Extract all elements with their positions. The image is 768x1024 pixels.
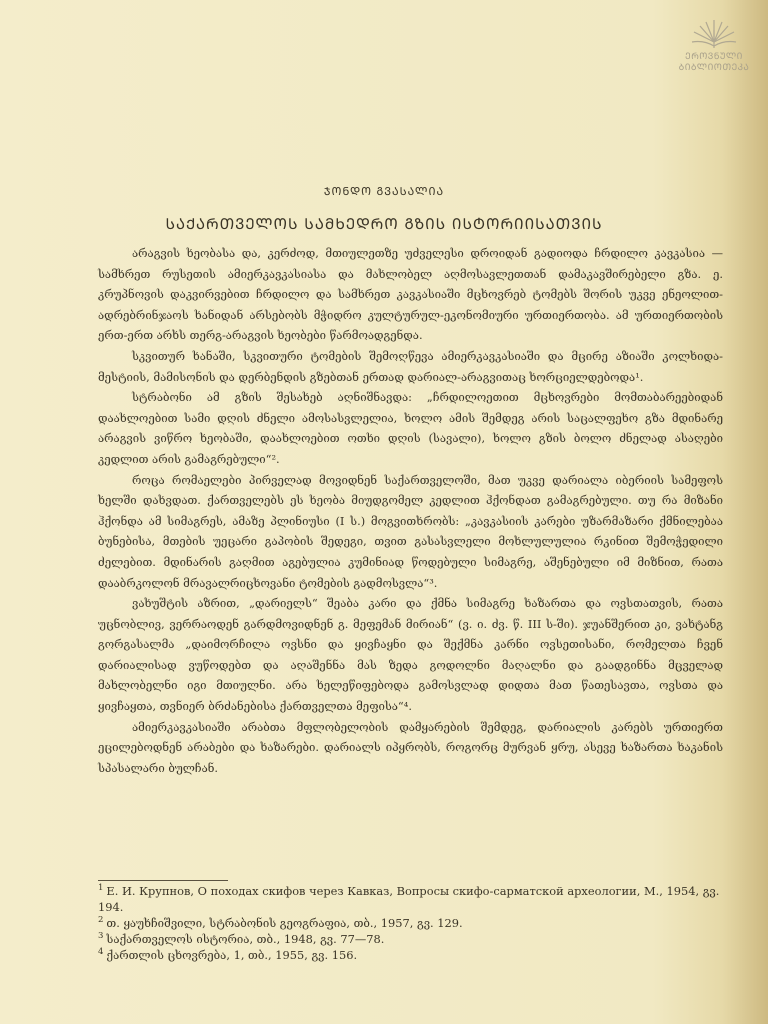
paragraph: ვახუშტის აზრით, „დარიელს“ შეაბა კარი და ქმნა სიმაგრე ხაზართა და ოვსთათვის, რათა უცნობლივ, ვერრაოდენ გარდმოვიდნენ გ. მეფემან მირიან“ (ვ. ი. ძვ. წ. III ს-ში). ჯუანშერით კი, ვახტანგ გორგასალმა „დაიმორჩილა ოვსნი და ყივჩაყნი და შექმნა კარნი ოვსეთისანი, რომელთა ჩვენ დარიალისად ვუწოდებთ და აღაშენნა მას ზედა გოდოლნი მაღალნი და გაადგინნა მცველად მახლობელნი იგი მთიულნი. არა ხელეწიფებოდა გამოსვლად დიდთა მათ წათესავთა, ოვსთა და ყივჩაყთა, თვნიერ ბრძანებისა ქართველთა მეფისა“⁴. <box>98 596 723 714</box>
paragraph: ამიერკავკასიაში არაბთა მფლობელობის დამყარების შემდეგ, დარიალის კარებს ურთიერთ ეცილებოდნენ არაბები და ხაზარები. დარიალს იპყრობს, როგორც მურვან ყრუ, ასევე ხაზართა ხაკანის სპასალარი ბულჩან. <box>98 719 723 775</box>
article-body <box>98 243 723 778</box>
stamp-line-2: ᲑᲘᲑᲚᲘᲝᲗᲔᲙᲐ <box>678 63 750 73</box>
footnote <box>98 883 738 915</box>
footnote-divider <box>98 880 228 881</box>
paragraph: სკვითურ ხანაში, სკვითური ტომების შემოღწევა ამიერკავკასიაში და მცირე აზიაში კოლხიდა-მესტიის, მამისონის და დერბენდის გზებთან ერთად დარიალ-არაგვითაც ხორციელდებოდა¹. <box>98 348 723 384</box>
author-name: ᲯᲝᲜᲓᲝ ᲒᲕᲐᲡᲐᲚᲘᲐ <box>323 185 445 198</box>
footnote-text: ქართლის ცხოვრება, 1, თბ., 1955, გვ. 156. <box>106 948 358 962</box>
footnote <box>98 915 738 931</box>
paragraph: არაგვის ხეობასა და, კერძოდ, მთიულეთზე უძველესი დროიდან გადიოდა ჩრდილო კავკასია — სამხრეთ რუსეთის ამიერკავკასიასა და მახლობელ აღმოსავლეთთან დამაკავშირებელი გზა. ე. კრუპნოვის დაკვირვებით ჩრდილო და სამხრეთ კავკასიაში მცხოვრებ ტომებს შორის უკვე ენეოლით-ადრებრინჯაოს ხანიდან არსებობს მჭიდრო კულტურულ-ეკონომიური ურთიერთობა. ამ ურთიერთობის ერთ-ერთ არხს თერგ-არაგვის ხეობები წარმოადგენდა. <box>98 246 723 343</box>
stamp-line-1: ᲔᲠᲝᲕᲜᲣᲚᲘ <box>685 52 743 62</box>
paragraph: როცა რომაელები პირველად მოვიდნენ საქართველოში, მათ უკვე დარიალა იბერიის სამეფოს ხელში დახვდათ. ქართველებს ეს ხეობა მიუდგომელ კედლით ჰქონდათ გამაგრებული. თუ რა მიზანი ჰქონდა ამ სიმაგრეს, ამაზე პლინიუსი (I ს.) მოგვითხრობს: „კავკასიის კარები უზარმაზარი ქმნილებაა ბუნებისა, მთების უეცარი გაპობის შედეგი, თვით გასასვლელი მოხლულულია რკინით შემოჭედილი ძელებით. მდინარის გაღმით აგებულია კუმინიად წოდებული სიმაგრე, აშენებული იმ მიზნით, რათა დააბრკოლონ მრავალრიცხოვანი ტომების გადმოსვლა“³. <box>98 472 723 590</box>
footnote <box>98 947 738 963</box>
footnote-text: Е. И. Крупнов, О походах скифов через Кавказ, Вопросы скифо-сарматской археологии, М., 1954, გვ. 194. <box>98 884 720 914</box>
footnote-number: 3 <box>98 931 104 942</box>
footnote-text: საქართველოს ისტორია, თბ., 1948, გვ. 77—78. <box>106 932 385 946</box>
paragraph: სტრაბონი ამ გზის შესახებ აღნიშნავდა: „ჩრდილოეთით მცხოვრები მომთაბარეებიდან დაახლოებით სამი დღის ძნელი ამოსასვლელია, ხოლო ამის შემდეგ არის საცალფეხო გზა მდინარე არაგვის ვიწრო ხეობაში, დაახლოებით ოთხი დღის (სავალი), ხოლო გზის ბოლო ძნელად ასაღები კედლით არის გამაგრებული“². <box>98 390 723 466</box>
footnote-text: თ. ყაუხჩიშვილი, სტრაბონის გეოგრაფია, თბ., 1957, გვ. 129. <box>106 916 463 930</box>
footnote-number: 4 <box>98 947 104 958</box>
footnotes <box>98 883 738 963</box>
footnote <box>98 931 738 947</box>
open-book-icon <box>686 18 742 52</box>
library-stamp <box>666 18 762 82</box>
footnote-number: 1 <box>98 883 104 894</box>
footnote-number: 2 <box>98 915 104 926</box>
article-title: ᲡᲐᲥᲐᲠᲗᲕᲔᲚᲝᲡ ᲡᲐᲛᲮᲔᲓᲠᲝ ᲒᲖᲘᲡ ᲘᲡᲢᲝᲠᲘᲘᲡᲐᲗᲕᲘᲡ <box>165 215 603 233</box>
